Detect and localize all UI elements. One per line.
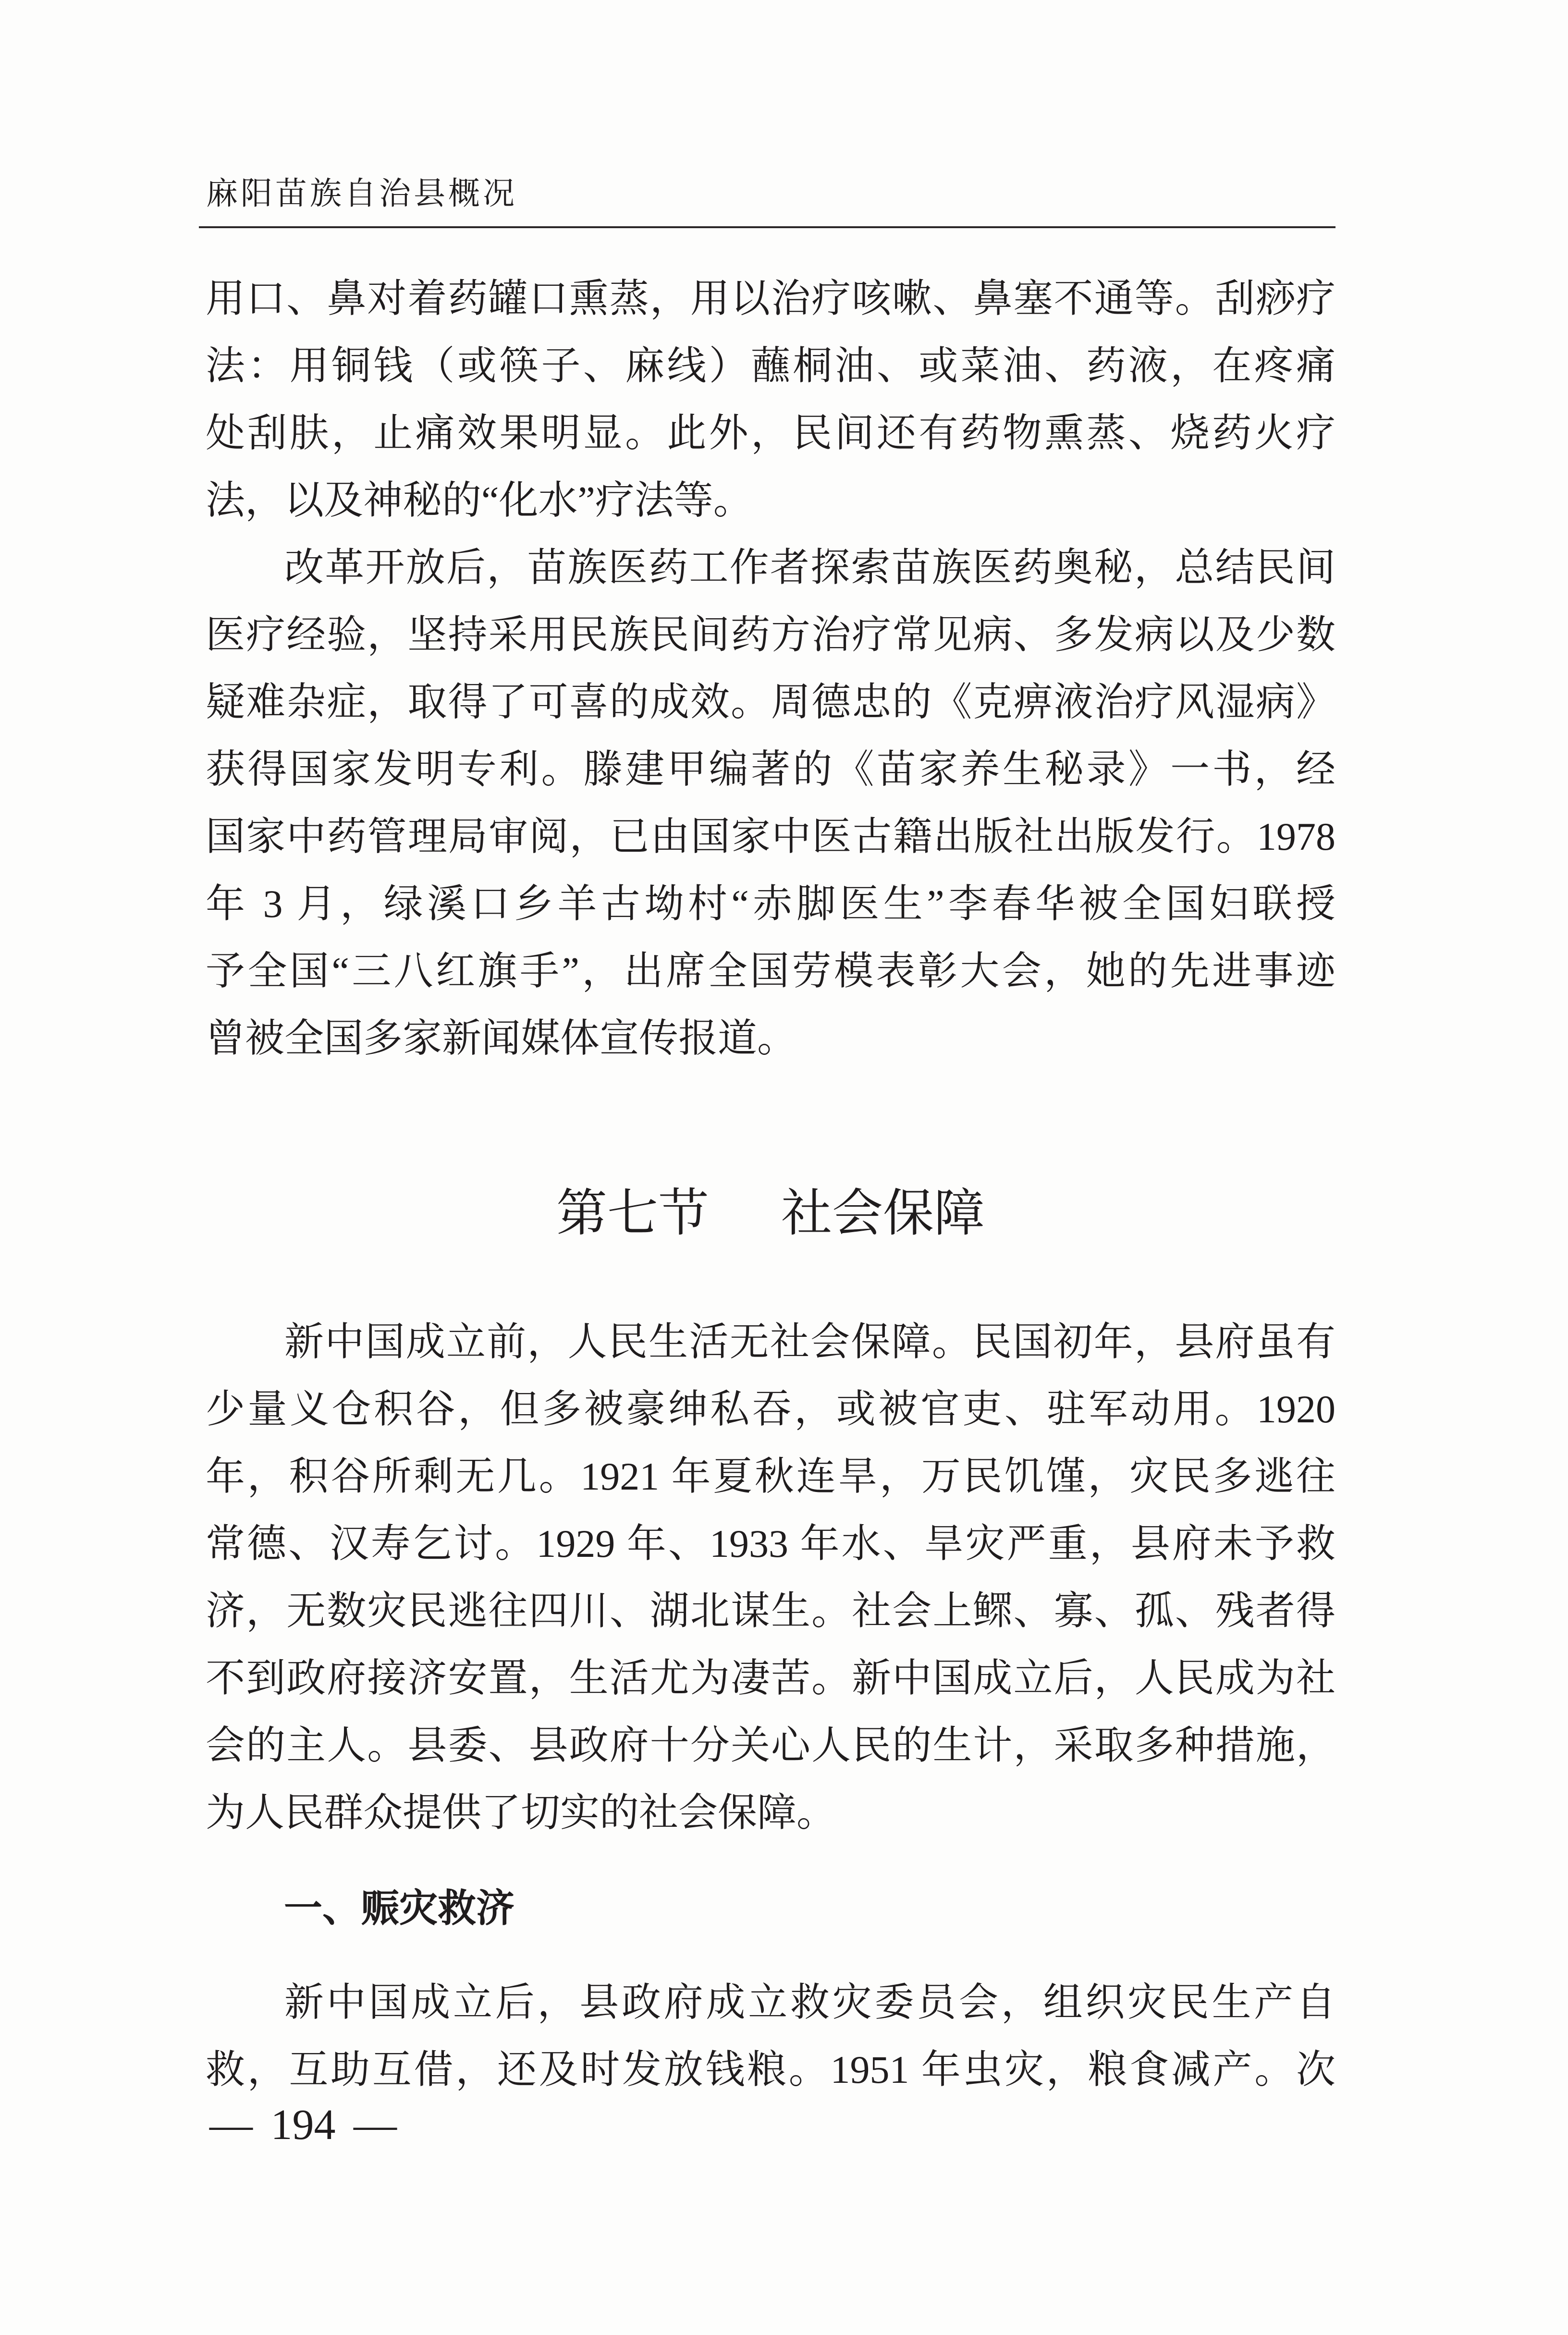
section-title: 社会保障 — [781, 1184, 985, 1243]
text-line: 曾被全国多家新闻媒体宣传报道。 — [206, 1016, 797, 1060]
text-line: 少量义仓积谷，但多被豪绅私吞，或被官吏、驻军动用。1920 — [206, 1387, 1335, 1431]
text-line: 予全国“三八红旗手”，出席全国劳模表彰大会，她的先进事迹 — [206, 949, 1335, 993]
text-line: 新中国成立前，人民生活无社会保障。民国初年，县府虽有 — [284, 1320, 1335, 1364]
text-line: 改革开放后，苗族医药工作者探索苗族医药奥秘，总结民间 — [284, 546, 1335, 589]
text-block — [206, 1308, 1335, 1846]
text-line: 年 3 月，绿溪口乡羊古坳村“赤脚医生”李春华被全国妇联授 — [206, 882, 1335, 926]
paragraph — [206, 1969, 1335, 2103]
text-line: 新中国成立后，县政府成立救灾委员会，组织灾民生产自 — [284, 1980, 1335, 2024]
header-rule — [199, 226, 1335, 228]
text-line: 不到政府接济安置，生活尤为凄苦。新中国成立后，人民成为社 — [206, 1656, 1335, 1700]
text-line: 为人民群众提供了切实的社会保障。 — [206, 1791, 836, 1834]
text-line: 处刮肤，止痛效果明显。此外，民间还有药物熏蒸、烧药火疗 — [206, 411, 1335, 455]
text-block — [206, 1969, 1335, 2103]
text-line: 用口、鼻对着药罐口熏蒸，用以治疗咳嗽、鼻塞不通等。刮痧疗 — [206, 277, 1335, 320]
section-number: 第七节 — [556, 1184, 709, 1243]
subsection-heading: 一、赈灾救济 — [284, 1886, 514, 1931]
text-line: 医疗经验，坚持采用民族民间药方治疗常见病、多发病以及少数 — [206, 613, 1335, 657]
text-line: 救，互助互借，还及时发放钱粮。1951 年虫灾，粮食减产。次 — [206, 2048, 1335, 2091]
text-line: 法，以及神秘的“化水”疗法等。 — [206, 478, 753, 522]
paragraph — [206, 1308, 1335, 1846]
paragraph — [206, 265, 1335, 534]
text-block — [206, 265, 1335, 1072]
section-heading — [206, 1180, 1335, 1247]
text-line: 获得国家发明专利。滕建甲编著的《苗家养生秘录》一书，经 — [206, 747, 1335, 791]
paragraph — [206, 534, 1335, 1072]
page-number: — 194 — — [209, 2101, 397, 2149]
text-line: 国家中药管理局审阅，已由国家中医古籍出版社出版发行。1978 — [206, 815, 1335, 858]
running-header: 麻阳苗族自治县概况 — [206, 176, 517, 211]
text-line: 常德、汉寿乞讨。1929 年、1933 年水、旱灾严重，县府未予救 — [206, 1522, 1335, 1565]
text-line: 年，积谷所剩无几。1921 年夏秋连旱，万民饥馑，灾民多逃往 — [206, 1455, 1335, 1498]
text-line: 法：用铜钱（或筷子、麻线）蘸桐油、或菜油、药液，在疼痛 — [206, 344, 1335, 388]
text-line: 疑难杂症，取得了可喜的成效。周德忠的《克痹液治疗风湿病》 — [206, 680, 1335, 724]
text-line: 济，无数灾民逃往四川、湖北谋生。社会上鳏、寡、孤、残者得 — [206, 1589, 1335, 1633]
text-line: 会的主人。县委、县政府十分关心人民的生计，采取多种措施， — [206, 1724, 1335, 1767]
